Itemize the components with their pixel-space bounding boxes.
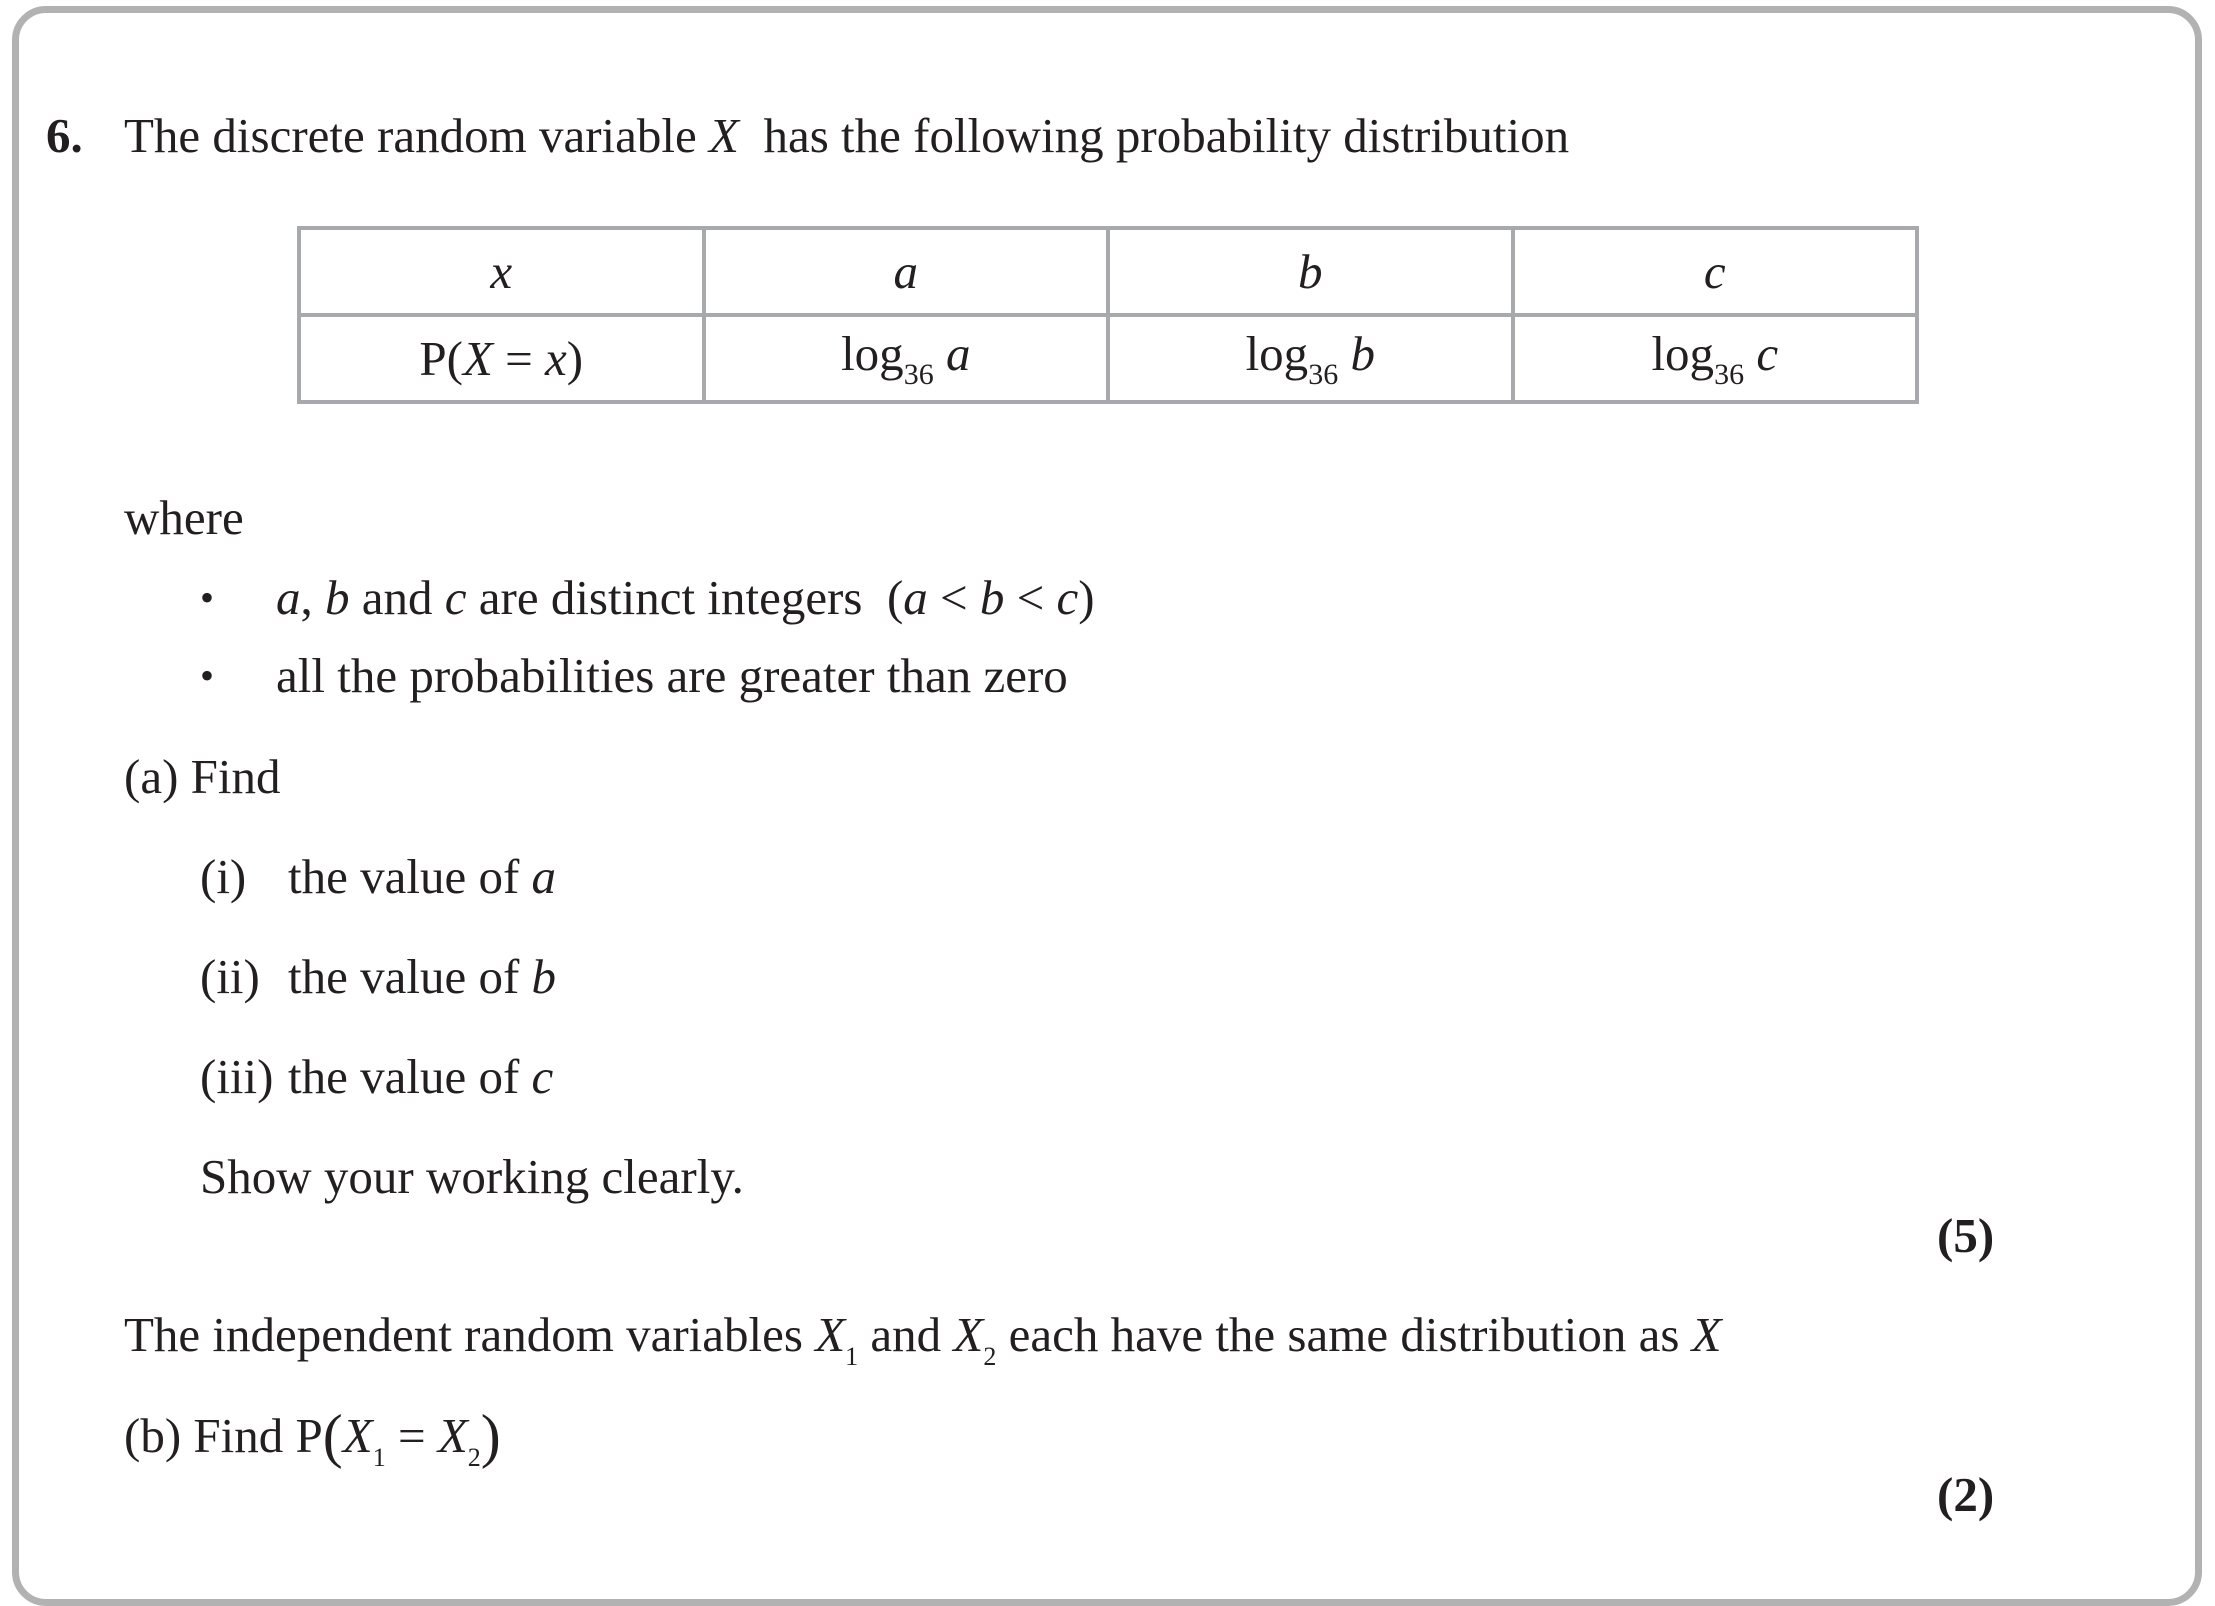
part-b-marks: (2) [1937, 1467, 1995, 1522]
table-cell-log-a: $\log_{36} a$ [704, 315, 1109, 402]
table-cell-log-c: $\log_{36} c$ [1513, 315, 1918, 402]
table-header-a: a [704, 228, 1109, 315]
table-header-x: x [299, 228, 704, 315]
probability-table [297, 226, 1919, 404]
table-header-c: c [1513, 228, 1918, 315]
show-working-instruction: Show your working clearly. [200, 1149, 744, 1204]
table-row [299, 228, 1917, 315]
part-a-ii-label: (ii) [200, 949, 260, 1004]
part-b-question: (b) Find $P(X_1 = X_2)$ [124, 1403, 501, 1472]
bullet-2: • [200, 653, 215, 698]
condition-positive-probabilities: all the probabilities are greater than zero [276, 648, 1068, 703]
part-a-iii-label: (iii) [200, 1049, 274, 1104]
table-header-b: b [1108, 228, 1513, 315]
question-intro: The discrete random variable X has the following probability distribution [124, 108, 1570, 163]
part-a-i-text: the value of a [288, 849, 557, 904]
part-a-heading: (a) Find [124, 749, 281, 804]
table-row [299, 315, 1917, 402]
where-label: where [124, 490, 244, 545]
question-number: 6. [46, 108, 83, 163]
part-a-marks: (5) [1937, 1208, 1995, 1263]
independent-variables-statement: The independent random variables $X_1$ and $X_2$ each have the same distribution as X [124, 1307, 1722, 1371]
table-cell-log-b: $\log_{36} b$ [1108, 315, 1513, 402]
condition-distinct-integers: a, b and c are distinct integers (a < b < c) [276, 570, 1095, 625]
part-a-i-label: (i) [200, 849, 247, 904]
part-a-iii-text: the value of c [288, 1049, 554, 1104]
table-cell-probability-label: P(X = x) [299, 315, 704, 402]
bullet-1: • [200, 575, 215, 620]
part-a-ii-text: the value of b [288, 949, 557, 1004]
